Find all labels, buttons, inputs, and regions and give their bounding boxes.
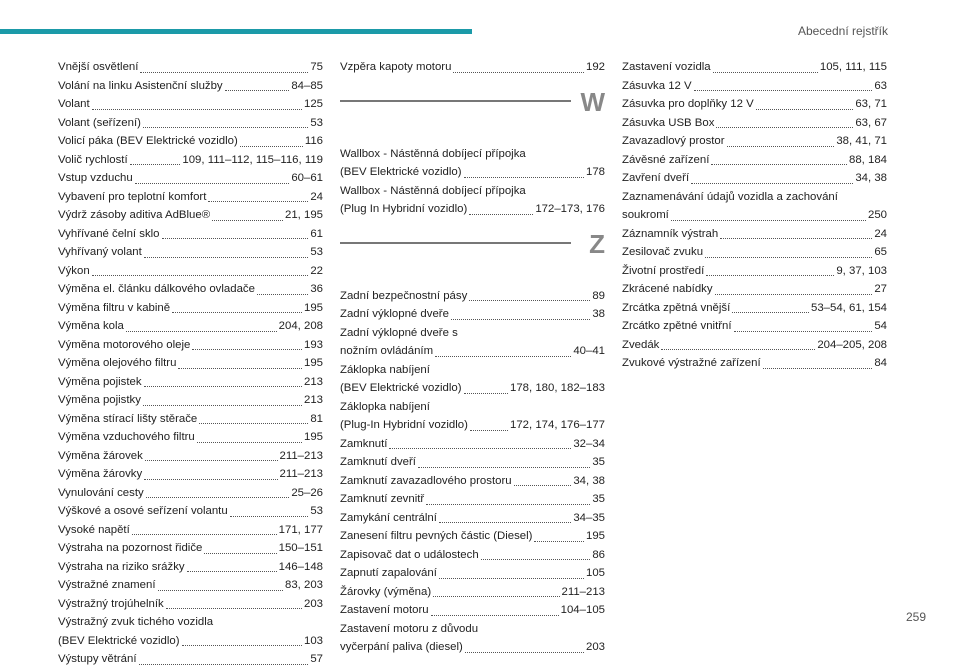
- index-term: Vnější osvětlení: [58, 61, 139, 73]
- index-term: Zamknutí: [340, 437, 388, 450]
- index-term: vyčerpání paliva (diesel): [340, 641, 463, 653]
- index-entry: [58, 317, 323, 336]
- index-page-refs: 34, 38: [573, 474, 605, 487]
- index-entry: [58, 299, 323, 318]
- index-page-refs: 61: [310, 227, 323, 240]
- index-term: Výměna stírací lišty stěrače: [58, 412, 198, 425]
- index-entry: [340, 324, 605, 343]
- index-page-refs: 84–85: [291, 79, 323, 92]
- index-term: Zaznamenávání údajů vozidla a zachování: [622, 190, 838, 203]
- index-page-refs: 38, 41, 71: [836, 135, 887, 147]
- index-term: Zamykání centrální: [340, 511, 437, 524]
- index-column-2: [340, 58, 605, 657]
- index-entry: [622, 262, 887, 281]
- index-entry: [340, 490, 605, 509]
- index-entry: [340, 182, 605, 201]
- index-entry: [58, 632, 323, 651]
- index-page-refs: 125: [303, 98, 323, 110]
- index-term: Zamknutí zevnitř: [340, 493, 425, 505]
- dot-leader: [144, 257, 309, 258]
- index-page-refs: 22: [310, 264, 323, 277]
- index-term: Zrcátka zpětná vnější: [622, 301, 731, 314]
- index-entry: [58, 595, 323, 614]
- index-page-refs: 63, 67: [855, 116, 887, 129]
- dot-leader: [212, 220, 283, 221]
- divider-rule: [340, 100, 571, 102]
- index-page-refs: 35: [592, 456, 605, 468]
- dot-leader: [204, 553, 276, 554]
- index-entry: [58, 206, 323, 225]
- dot-leader: [158, 590, 283, 591]
- index-entry: [622, 317, 887, 336]
- index-entry: [340, 472, 605, 491]
- index-entry: [622, 206, 887, 225]
- index-page-refs: 53: [310, 505, 323, 517]
- index-page-refs: 89: [592, 289, 605, 302]
- index-entry: [622, 151, 887, 170]
- index-entry: [58, 262, 323, 281]
- index-page-refs: 203: [303, 597, 323, 610]
- index-entry: [340, 453, 605, 472]
- index-entry: [340, 398, 605, 417]
- letter-divider-w: [340, 86, 605, 145]
- dot-leader: [135, 183, 290, 184]
- dot-leader: [469, 300, 590, 301]
- index-page-refs: 60–61: [291, 172, 323, 184]
- index-page-refs: 213: [303, 394, 323, 406]
- index-page-refs: 24: [874, 227, 887, 240]
- index-term: Zadní bezpečnostní pásy: [340, 289, 468, 302]
- index-page-refs: 204–205, 208: [817, 338, 887, 351]
- dot-leader: [92, 109, 302, 110]
- index-page-refs: 84: [874, 357, 887, 369]
- index-entry: [58, 151, 323, 170]
- index-page-refs: 171, 177: [278, 523, 323, 536]
- index-page-refs: 81: [310, 412, 323, 425]
- index-term: Vzpěra kapoty motoru: [340, 61, 452, 73]
- index-page-refs: 192: [585, 61, 605, 73]
- index-entry: [622, 77, 887, 96]
- index-term: Žárovky (výměna): [340, 585, 432, 598]
- section-letter-w: W: [580, 86, 605, 117]
- index-page-refs: 25–26: [291, 486, 323, 499]
- index-entry: [622, 280, 887, 299]
- dot-leader: [671, 220, 866, 221]
- index-page-refs: 53: [310, 246, 323, 258]
- dot-leader: [734, 331, 873, 332]
- dot-leader: [162, 238, 309, 239]
- index-term: Záklopka nabíjení: [340, 400, 430, 413]
- header-accent-bar: [0, 29, 472, 34]
- index-page-refs: 195: [303, 357, 323, 369]
- index-term: Zadní výklopné dveře s: [340, 326, 458, 339]
- index-page-refs: 88, 184: [848, 153, 887, 166]
- index-entry: [340, 527, 605, 546]
- dot-leader: [439, 522, 571, 523]
- index-entry: [622, 132, 887, 151]
- dot-leader: [694, 90, 873, 91]
- dot-leader: [433, 596, 559, 597]
- index-term: Zásuvka 12 V: [622, 79, 692, 92]
- index-column-1: [58, 58, 323, 669]
- index-term: Výstupy větrání: [58, 653, 137, 665]
- index-entry: [622, 95, 887, 114]
- index-page-refs: 211–213: [279, 468, 323, 480]
- index-page-refs: 54: [874, 320, 887, 332]
- dot-leader: [763, 368, 873, 369]
- index-term: Výměna kola: [58, 320, 124, 332]
- index-page-refs: 213: [303, 375, 323, 388]
- dot-leader: [756, 109, 854, 110]
- index-term: Vybavení pro teplotní komfort: [58, 190, 207, 203]
- index-group-z: [340, 287, 605, 657]
- index-entry: [58, 613, 323, 632]
- index-page-refs: 40–41: [573, 345, 605, 357]
- index-term: Výkon: [58, 264, 90, 277]
- dot-leader: [166, 608, 302, 609]
- index-term: Výstraha na pozornost řidiče: [58, 542, 203, 554]
- index-page-refs: 86: [592, 548, 605, 561]
- index-term: Výměna motorového oleje: [58, 338, 191, 351]
- index-page-refs: 32–34: [573, 437, 605, 450]
- index-term: Zamknutí zavazadlového prostoru: [340, 474, 512, 487]
- index-entry: [340, 509, 605, 528]
- index-page-refs: 38: [592, 308, 605, 320]
- index-term: Zásuvka USB Box: [622, 116, 715, 129]
- index-page-refs: 27: [874, 283, 887, 295]
- index-page-refs: 204, 208: [278, 320, 323, 332]
- index-entry: [622, 58, 887, 77]
- dot-leader: [727, 146, 835, 147]
- index-entry: [340, 58, 605, 77]
- index-page-refs: 36: [310, 283, 323, 295]
- section-letter-z: Z: [589, 228, 605, 259]
- dot-leader: [470, 430, 508, 431]
- index-term: (BEV Elektrické vozidlo): [58, 634, 180, 647]
- index-page-refs: 83, 203: [284, 579, 323, 591]
- index-page-refs: 195: [303, 431, 323, 443]
- index-group-v-continued: [340, 58, 605, 77]
- index-entry: [58, 576, 323, 595]
- index-term: soukromí: [622, 209, 669, 221]
- index-page-refs: 9, 37, 103: [836, 264, 887, 277]
- index-page-refs: 250: [867, 209, 887, 221]
- index-term: (Plug In Hybridní vozidlo): [340, 203, 468, 215]
- index-entry: [622, 354, 887, 373]
- index-entry: [340, 435, 605, 454]
- index-page-refs: 65: [874, 246, 887, 258]
- index-entry: [340, 342, 605, 361]
- index-group-w: [340, 145, 605, 219]
- dot-leader: [178, 368, 302, 369]
- index-entry: [340, 305, 605, 324]
- index-page-refs: 53: [310, 116, 323, 129]
- index-term: Volání na linku Asistenční služby: [58, 79, 223, 92]
- index-entry: [340, 583, 605, 602]
- index-page-refs: 35: [592, 493, 605, 505]
- index-page-refs: 211–213: [561, 585, 605, 598]
- index-column-3: [622, 58, 887, 373]
- index-entry: [58, 336, 323, 355]
- index-page-refs: 195: [303, 301, 323, 314]
- index-term: Zesilovač zvuku: [622, 246, 704, 258]
- index-term: Vysoké napětí: [58, 523, 130, 536]
- index-entry: [58, 188, 323, 207]
- index-entry: [58, 225, 323, 244]
- index-entry: [340, 287, 605, 306]
- index-term: Výměna pojistek: [58, 375, 142, 388]
- index-entry: [622, 243, 887, 262]
- index-entry: [58, 521, 323, 540]
- index-term: Vynulování cesty: [58, 486, 144, 499]
- dot-leader: [172, 312, 302, 313]
- index-term: Výměna filtru v kabině: [58, 301, 171, 314]
- index-term: Zkrácené nabídky: [622, 283, 713, 295]
- index-entry: [58, 447, 323, 466]
- index-page-refs: 193: [303, 338, 323, 351]
- index-entry: [622, 225, 887, 244]
- dot-leader: [705, 257, 872, 258]
- dot-leader: [469, 214, 533, 215]
- index-term: (Plug-In Hybridní vozidlo): [340, 419, 468, 431]
- page-number: 259: [905, 610, 926, 624]
- dot-leader: [435, 356, 571, 357]
- dot-leader: [691, 183, 853, 184]
- index-term: (BEV Elektrické vozidlo): [340, 382, 462, 394]
- index-page-refs: 63, 71: [855, 98, 887, 110]
- index-term: Zavazadlový prostor: [622, 135, 725, 147]
- index-entry: [58, 410, 323, 429]
- index-entry: [58, 132, 323, 151]
- dot-leader: [481, 559, 591, 560]
- index-page-refs: 104–105: [560, 604, 605, 616]
- dot-leader: [146, 497, 290, 498]
- index-entry: [340, 163, 605, 182]
- dot-leader: [426, 504, 590, 505]
- index-term: Zvukové výstražné zařízení: [622, 357, 761, 369]
- dot-leader: [661, 349, 815, 350]
- index-term: Zastavení motoru z důvodu: [340, 622, 479, 635]
- index-entry: [58, 650, 323, 669]
- index-term: Zvedák: [622, 338, 660, 351]
- dot-leader: [182, 645, 302, 646]
- index-entry: [340, 379, 605, 398]
- index-term: Zadní výklopné dveře: [340, 308, 449, 320]
- index-page-refs: 211–213: [279, 449, 323, 462]
- index-entry: [58, 169, 323, 188]
- index-entry: [622, 336, 887, 355]
- dot-leader: [208, 201, 308, 202]
- dot-leader: [145, 460, 278, 461]
- dot-leader: [711, 164, 847, 165]
- index-term: Vstup vzduchu: [58, 172, 133, 184]
- dot-leader: [418, 467, 590, 468]
- index-term: Životní prostředí: [622, 264, 705, 277]
- index-term: Wallbox - Nástěnná dobíjecí přípojka: [340, 184, 526, 197]
- dot-leader: [130, 164, 181, 165]
- index-entry: [340, 546, 605, 565]
- index-entry: [340, 416, 605, 435]
- index-term: Zapisovač dat o událostech: [340, 548, 479, 561]
- index-term: Výměna vzduchového filtru: [58, 431, 195, 443]
- index-term: Výdrž zásoby aditiva AdBlue®: [58, 209, 211, 221]
- index-term: Volicí páka (BEV Elektrické vozidlo): [58, 135, 238, 147]
- index-term: Volant (seřízení): [58, 116, 141, 129]
- dot-leader: [439, 578, 584, 579]
- dot-leader: [187, 571, 277, 572]
- index-entry: [622, 169, 887, 188]
- dot-leader: [716, 127, 853, 128]
- index-term: Výměna žárovek: [58, 449, 143, 462]
- index-term: Výstražný trojúhelník: [58, 597, 164, 610]
- index-page-refs: 57: [310, 653, 323, 665]
- index-entry: [622, 188, 887, 207]
- index-entry: [340, 620, 605, 639]
- index-page-refs: 34, 38: [855, 172, 887, 184]
- dot-leader: [144, 386, 302, 387]
- dot-leader: [534, 541, 584, 542]
- index-page-refs: 150–151: [278, 542, 323, 554]
- index-term: Závěsné zařízení: [622, 153, 710, 166]
- index-term: Zásuvka pro doplňky 12 V: [622, 98, 754, 110]
- index-term: Záklopka nabíjení: [340, 363, 430, 376]
- index-term: Wallbox - Nástěnná dobíjecí přípojka: [340, 147, 526, 160]
- index-entry: [340, 145, 605, 164]
- index-entry: [340, 601, 605, 620]
- index-entry: [340, 638, 605, 657]
- index-term: Volant: [58, 98, 90, 110]
- index-term: Výškové a osové seřízení volantu: [58, 505, 228, 517]
- dot-leader: [713, 72, 818, 73]
- index-term: Zastavení motoru: [340, 604, 429, 616]
- dot-leader: [199, 423, 308, 424]
- index-term: Výměna pojistky: [58, 394, 141, 406]
- index-page-refs: 105: [585, 567, 605, 579]
- dot-leader: [451, 319, 590, 320]
- dot-leader: [225, 90, 290, 91]
- section-title: Abecední rejstřík: [797, 24, 888, 38]
- index-entry: [622, 114, 887, 133]
- index-page-refs: 172, 174, 176–177: [509, 419, 605, 431]
- index-term: Výstraha na riziko srážky: [58, 560, 185, 573]
- index-term: Výměna olejového filtru: [58, 357, 177, 369]
- index-page-refs: 178, 180, 182–183: [509, 382, 605, 394]
- dot-leader: [140, 72, 308, 73]
- index-term: Záznamník výstrah: [622, 227, 719, 240]
- dot-leader: [720, 238, 872, 239]
- dot-leader: [464, 393, 508, 394]
- index-term: Zapnutí zapalování: [340, 567, 437, 579]
- index-page-refs: 21, 195: [284, 209, 323, 221]
- dot-leader: [192, 349, 302, 350]
- index-entry: [58, 77, 323, 96]
- dot-leader: [132, 534, 277, 535]
- dot-leader: [143, 405, 302, 406]
- dot-leader: [230, 516, 309, 517]
- index-page-refs: 195: [585, 530, 605, 542]
- dot-leader: [92, 275, 309, 276]
- index-term: Výměna žárovky: [58, 468, 143, 480]
- index-entry: [58, 354, 323, 373]
- dot-leader: [126, 331, 277, 332]
- index-term: Výstražný zvuk tichého vozidla: [58, 616, 214, 628]
- index-term: Vyhřívaný volant: [58, 246, 142, 258]
- index-entry: [58, 558, 323, 577]
- dot-leader: [257, 294, 308, 295]
- index-entry: [58, 391, 323, 410]
- index-entry: [58, 243, 323, 262]
- dot-leader: [144, 479, 277, 480]
- dot-leader: [139, 664, 309, 665]
- index-page-refs: 146–148: [278, 560, 323, 573]
- dot-leader: [706, 275, 834, 276]
- index-page-refs: 103: [303, 634, 323, 647]
- index-entry: [58, 280, 323, 299]
- dot-leader: [197, 442, 302, 443]
- index-page-refs: 24: [310, 190, 323, 203]
- index-entry: [340, 200, 605, 219]
- index-term: nožním ovládáním: [340, 345, 434, 357]
- index-entry: [58, 114, 323, 133]
- index-page-refs: 178: [585, 166, 605, 178]
- index-term: Výměna el. článku dálkového ovladače: [58, 283, 255, 295]
- index-entry: [340, 564, 605, 583]
- dot-leader: [240, 146, 303, 147]
- dot-leader: [465, 652, 584, 653]
- index-page-refs: 203: [585, 641, 605, 653]
- index-page-refs: 172–173, 176: [535, 203, 605, 215]
- index-entry: [58, 502, 323, 521]
- dot-leader: [514, 485, 572, 486]
- index-page-refs: 75: [310, 61, 323, 73]
- index-page-refs: 105, 111, 115: [819, 61, 887, 73]
- index-entry: [58, 373, 323, 392]
- index-term: Zavření dveří: [622, 172, 690, 184]
- index-entry: [58, 539, 323, 558]
- index-entry: [622, 299, 887, 318]
- index-page-refs: 53–54, 61, 154: [810, 301, 887, 314]
- dot-leader: [143, 127, 308, 128]
- dot-leader: [732, 312, 809, 313]
- index-page-refs: 34–35: [573, 511, 605, 524]
- index-term: Zrcátko zpětné vnitřní: [622, 320, 732, 332]
- letter-divider-z: [340, 228, 605, 287]
- dot-leader: [389, 448, 571, 449]
- index-term: Volič rychlostí: [58, 153, 128, 166]
- index-entry: [58, 484, 323, 503]
- index-entry: [58, 95, 323, 114]
- index-page-refs: 63: [874, 79, 887, 92]
- dot-leader: [453, 72, 584, 73]
- dot-leader: [464, 177, 584, 178]
- index-entry: [58, 428, 323, 447]
- index-term: Výstražné znamení: [58, 579, 156, 591]
- index-term: Vyhřívané čelní sklo: [58, 227, 160, 240]
- dot-leader: [431, 615, 559, 616]
- index-entry: [58, 465, 323, 484]
- index-page-refs: 116: [304, 135, 323, 147]
- index-term: Zastavení vozidla: [622, 61, 711, 73]
- divider-rule: [340, 242, 571, 244]
- index-term: Zamknutí dveří: [340, 456, 416, 468]
- index-entry: [340, 361, 605, 380]
- index-entry: [58, 58, 323, 77]
- index-term: (BEV Elektrické vozidlo): [340, 166, 462, 178]
- index-term: Zanesení filtru pevných částic (Diesel): [340, 530, 533, 542]
- index-page-refs: 109, 111–112, 115–116, 119: [182, 153, 323, 166]
- dot-leader: [715, 294, 873, 295]
